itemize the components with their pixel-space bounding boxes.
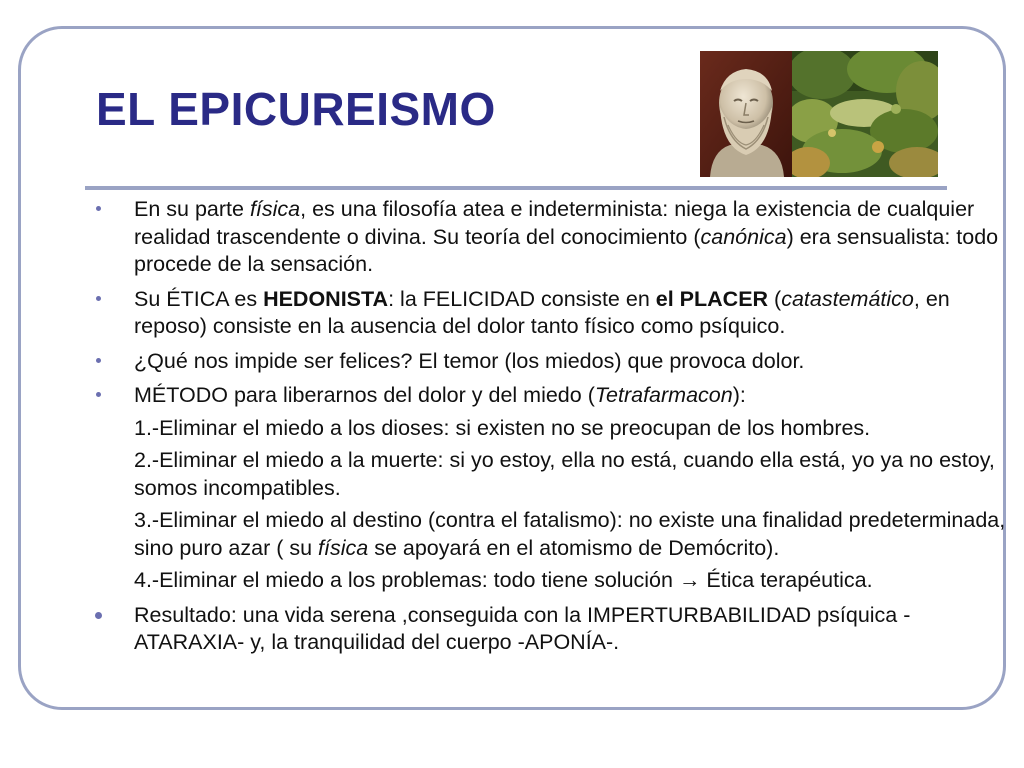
epicurus-bust-photo — [700, 51, 792, 177]
bullet-dot — [95, 612, 102, 619]
slide-body — [96, 196, 1016, 664]
bullet-dot — [96, 206, 101, 211]
list-item: Su ÉTICA es HEDONISTA: la FELICIDAD consiste en el PLACER (catastemático, en reposo) consiste en la ausencia del dolor tanto físico como psíquico. — [96, 286, 1016, 341]
list-item: MÉTODO para liberarnos del dolor y del miedo (Tetrafarmacon): — [96, 382, 1016, 410]
header-images — [700, 51, 938, 177]
method-step: 2.-Eliminar el miedo a la muerte: si yo estoy, ella no está, cuando ella está, yo ya no estoy, somos incompatibles. — [134, 448, 995, 500]
slide-title: EL EPICUREISMO — [96, 83, 496, 135]
title-divider — [85, 186, 947, 190]
method-step: 3.-Eliminar el miedo al destino (contra el fatalismo): no existe una finalidad predeterminada, sino puro azar ( su física se apoyará en el atomismo de Demócrito). — [134, 508, 1006, 560]
list-item: En su parte física, es una filosofía atea e indeterminista: niega la existencia de cualquier realidad trascendente o divina. Su teoría del conocimiento (canónica) era sensualista: todo procede de la sensación. — [96, 196, 1016, 279]
method-step: 1.-Eliminar el miedo a los dioses: si existen no se preocupan de los hombres. — [134, 415, 871, 440]
bullet-dot — [96, 358, 101, 363]
bullet-dot — [96, 296, 101, 301]
method-step: 4.-Eliminar el miedo a los problemas: todo tiene solución → Ética terapéutica. — [134, 568, 873, 592]
bullet-dot — [96, 392, 101, 397]
list-item: ¿Qué nos impide ser felices? El temor (los miedos) que provoca dolor. — [96, 348, 1016, 376]
result-item: Resultado: una vida serena ,conseguida con la IMPERTURBABILIDAD psíquica -ATARAXIA- y, la tranquilidad del cuerpo -APONÍA-. — [96, 602, 1016, 657]
arrow-right-icon: → — [678, 568, 701, 592]
garden-photo — [792, 51, 938, 177]
